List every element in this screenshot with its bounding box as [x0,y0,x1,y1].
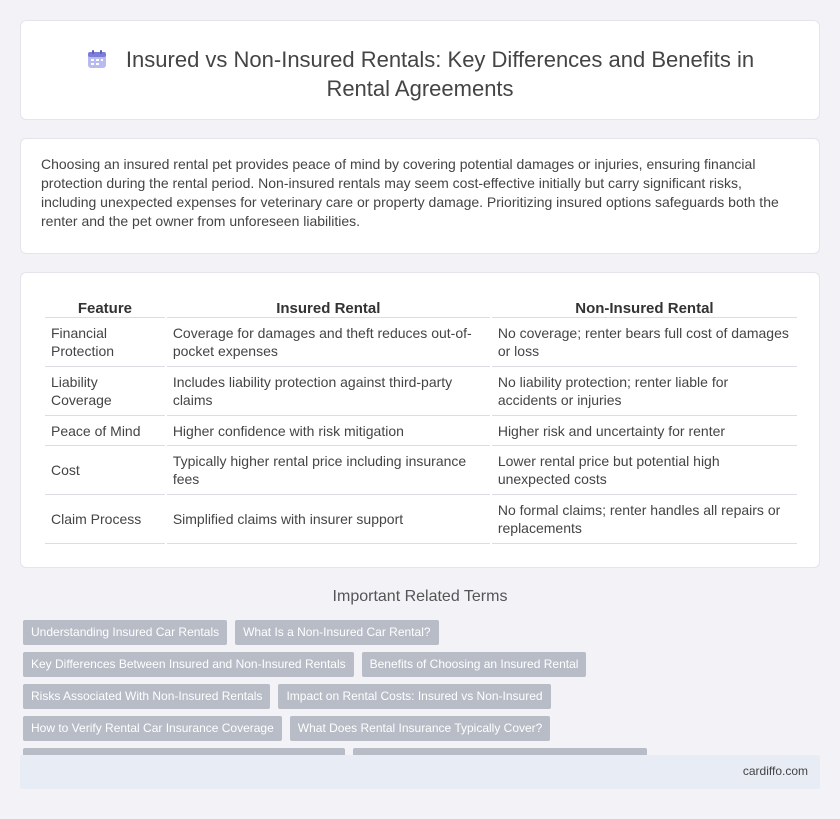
footer-site-link[interactable]: cardiffo.com [742,764,808,778]
intro-paragraph: Choosing an insured rental pet provides peace of mind by covering potential damages or injuries, ensuring financial protection during the rental period. Non-insured rentals may seem cost-effective initially but carry significant risks, including unexpected expenses for veterinary care or property damage. Prioritizing insured options safeguards both the renter and the pet owner from unforeseen liabilities. [41,156,779,229]
related-term-link[interactable]: Impact on Rental Costs: Insured vs Non-Insured [278,684,550,709]
insured-cell: Coverage for damages and theft reduces out-of-pocket expenses [167,318,490,367]
feature-cell: Claim Process [45,495,165,544]
table-row [45,416,797,446]
header-insured: Insured Rental [167,297,490,318]
non-insured-cell: No coverage; renter bears full cost of damages or loss [492,318,797,367]
header-feature: Feature [45,297,165,318]
related-terms-heading: Important Related Terms [332,588,508,605]
feature-cell: Peace of Mind [45,416,165,446]
non-insured-cell: No formal claims; renter handles all repairs or replacements [492,495,797,544]
table-row [45,367,797,416]
page-title [21,45,819,103]
related-term-link[interactable]: Benefits of Choosing an Insured Rental [362,652,587,677]
related-term-link[interactable]: Key Differences Between Insured and Non-Insured Rentals [23,652,354,677]
non-insured-cell: Lower rental price but potential high unexpected costs [492,446,797,495]
feature-cell: Cost [45,446,165,495]
title-card [20,20,820,120]
table-row [45,495,797,544]
insured-cell: Typically higher rental price including insurance fees [167,446,490,495]
comparison-card [20,272,820,568]
insured-cell: Includes liability protection against third-party claims [167,367,490,416]
header-non-insured: Non-Insured Rental [492,297,797,318]
related-term-link[interactable]: What Is a Non-Insured Car Rental? [235,620,438,645]
table-header-row [45,297,797,318]
feature-cell: Financial Protection [45,318,165,367]
non-insured-cell: Higher risk and uncertainty for renter [492,416,797,446]
related-term-link[interactable]: What Does Rental Insurance Typically Cover? [290,716,551,741]
footer [20,755,820,789]
comparison-table [43,297,799,544]
related-term-link[interactable]: Understanding Insured Car Rentals [23,620,227,645]
insured-cell: Higher confidence with risk mitigation [167,416,490,446]
feature-cell: Liability Coverage [45,367,165,416]
page-title-text: Insured vs Non-Insured Rentals: Key Differences and Benefits in Rental Agreements [125,47,755,101]
related-term-link[interactable]: How to Verify Rental Car Insurance Coverage [23,716,282,741]
calendar-icon [86,48,108,70]
table-row [45,318,797,367]
table-row [45,446,797,495]
insured-cell: Simplified claims with insurer support [167,495,490,544]
non-insured-cell: No liability protection; renter liable for accidents or injuries [492,367,797,416]
related-term-link[interactable]: Risks Associated With Non-Insured Rentals [23,684,270,709]
intro-card [20,138,820,254]
